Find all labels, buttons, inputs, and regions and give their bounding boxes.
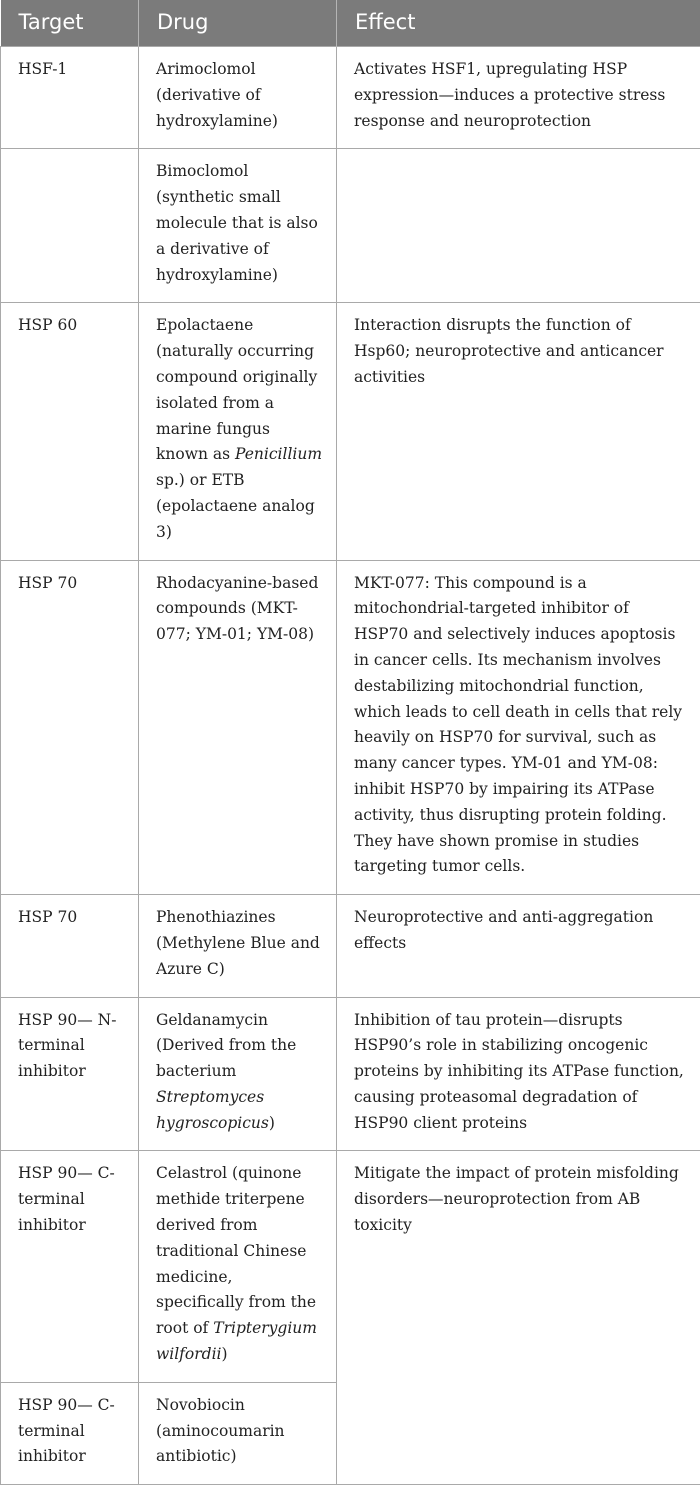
target-cell (1, 149, 139, 303)
effect-cell: Interaction disrupts the function of Hsp60; neuroprotective and anticancer activities (337, 303, 700, 560)
drug-text: sp.) or ETB (epolactaene analog 3) (156, 471, 315, 541)
target-cell: HSP 70 (1, 560, 139, 895)
drug-cell: Rhodacyanine-based compounds (MKT-077; YM-01; YM-08) (139, 560, 337, 895)
header-drug: Drug (139, 0, 337, 47)
drug-cell (139, 997, 337, 1151)
header-target: Target (1, 0, 139, 47)
drug-text: Geldanamycin (Derived from the bacterium (156, 1011, 296, 1081)
target-cell: HSP 70 (1, 895, 139, 997)
drug-cell: Bimoclomol (synthetic small molecule that is also a derivative of hydroxylamine) (139, 149, 337, 303)
drug-cell: Arimoclomol (derivative of hydroxylamine) (139, 47, 337, 149)
drug-text: ) (269, 1114, 275, 1132)
target-cell: HSF-1 (1, 47, 139, 149)
drug-cell: Novobiocin (aminocoumarin antibiotic) (139, 1382, 337, 1484)
drug-species-name: Tripterygium wilfordii (156, 1319, 317, 1363)
table-row (1, 303, 700, 560)
drug-cell (139, 303, 337, 560)
effect-cell: Activates HSF1, upregulating HSP expression—induces a protective stress response and neuroprotection (337, 47, 700, 149)
drug-text: Celastrol (quinone methide triterpene derived from traditional Chinese medicine, specifically from the root of (156, 1164, 316, 1337)
effect-cell: Mitigate the impact of protein misfolding disorders—neuroprotection from AB toxicity (337, 1151, 700, 1485)
table-row (1, 895, 700, 997)
table-row (1, 149, 700, 303)
drug-species-name: Penicillium (235, 445, 322, 463)
table-row (1, 47, 700, 149)
target-cell: HSP 90— C-terminal inhibitor (1, 1382, 139, 1484)
effect-cell: Inhibition of tau protein—disrupts HSP90’s role in stabilizing oncogenic proteins by inhibiting its ATPase function, causing proteasomal degradation of HSP90 client proteins (337, 997, 700, 1151)
header-effect: Effect (337, 0, 700, 47)
drug-cell (139, 1151, 337, 1382)
target-cell: HSP 90— N-terminal inhibitor (1, 997, 139, 1151)
effect-cell (337, 149, 700, 303)
target-cell: HSP 90— C-terminal inhibitor (1, 1151, 139, 1382)
header-row (1, 0, 700, 47)
drug-cell: Phenothiazines (Methylene Blue and Azure C) (139, 895, 337, 997)
drug-text: ) (222, 1345, 228, 1363)
drug-species-name: Streptomyces hygroscopicus (156, 1088, 269, 1132)
table-row (1, 1151, 700, 1382)
target-cell: HSP 60 (1, 303, 139, 560)
effect-cell: MKT-077: This compound is a mitochondrial-targeted inhibitor of HSP70 and selectively induces apoptosis in cancer cells. Its mechanism involves destabilizing mitochondrial function, which leads to cell death in cells that rely heavily on HSP70 for survival, such as many cancer types. YM-01 and YM-08: inhibit HSP70 by impairing its ATPase activity, thus disrupting protein folding. They have shown promise in studies targeting tumor cells. (337, 560, 700, 895)
table-row (1, 997, 700, 1151)
drug-text: Epolactaene (naturally occurring compound originally isolated from a marine fungus known as (156, 316, 317, 463)
effect-cell: Neuroprotective and anti-aggregation effects (337, 895, 700, 997)
table-row (1, 560, 700, 895)
